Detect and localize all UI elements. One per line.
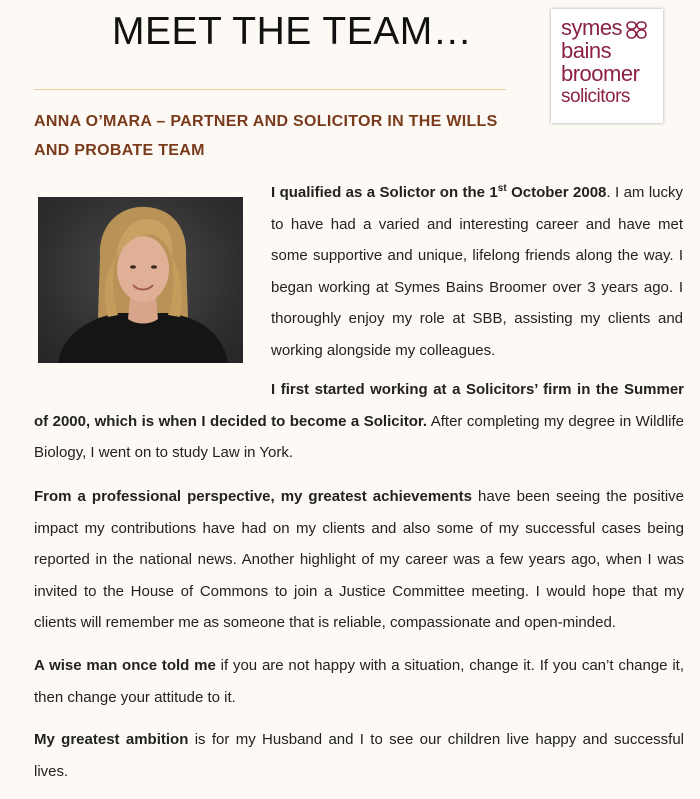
paragraph-qualification-bold: I qualified as a Solictor on the 1st October 2008 <box>271 183 607 201</box>
portrait-image <box>38 197 243 363</box>
company-logo <box>551 9 663 123</box>
profile-subtitle: ANNA O’MARA – PARTNER AND SOLICITOR IN THE WILLS AND PROBATE TEAM <box>34 113 498 159</box>
logo-text-symes: symes <box>561 15 623 40</box>
paragraph-wise-words: A wise man once told me if you are not happy with a situation, change it. If you can’t change it, then change your attitude to it. <box>34 657 684 706</box>
page-title: MEET THE TEAM… <box>112 10 473 53</box>
paragraph-early-career: I first started working at a Solicitors’ firm in the Summer of 2000, which is when I decided to become a Solicitor. After completing my degree in Wildlife Biology, I went on to study Law in York. <box>34 381 684 461</box>
title-divider <box>34 89 506 90</box>
logo-mark-icon <box>626 21 648 39</box>
logo-text-bains: bains <box>561 38 612 63</box>
logo-text-broomer: broomer <box>561 61 640 86</box>
paragraph-qualification: I qualified as a Solictor on the 1st October 2008. I am lucky to have had a varied and interesting career and have met some supportive and unique, lifelong friends along the way. I began working at Symes Bains Broomer over 3 years ago. I thoroughly enjoy my role at SBB, assisting my clients and working alongside my colleagues. <box>271 183 683 359</box>
paragraph-ambition: My greatest ambition is for my Husband and I to see our children live happy and successful lives. <box>34 731 685 780</box>
profile-photo <box>38 197 243 363</box>
logo-text-solicitors: solicitors <box>561 86 630 107</box>
paragraph-achievements: From a professional perspective, my greatest achievements have been seeing the positive impact my contributions have had on my clients and also some of my successful cases being reported in the national news. Another highlight of my career was a few years ago, when I was invited to the House of Commons to join a Justice Committee meeting. I would hope that my clients will remember me as someone that is reliable, compassionate and open-minded. <box>34 488 684 631</box>
